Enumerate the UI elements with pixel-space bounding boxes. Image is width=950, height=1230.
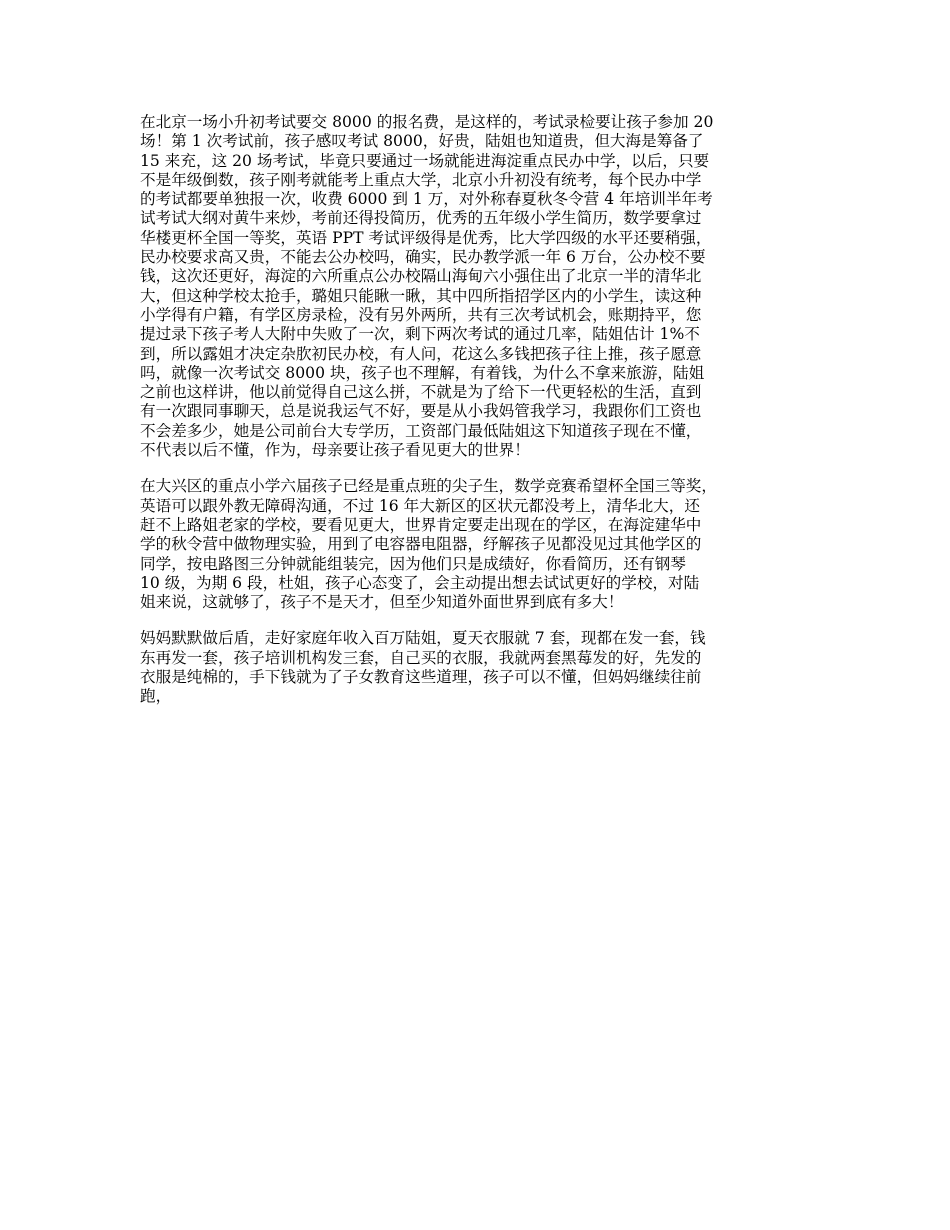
text-line: 试考试大纲对黄牛来炒，考前还得投简历，优秀的五年级小学生简历，数学要拿过 (140, 209, 702, 228)
text-line: 英语可以跟外教无障碍沟通，不过 16 年大新区的区状元都没考上，清华北大，还 (140, 496, 700, 515)
paragraph-2 (140, 477, 835, 612)
text-line: 妈妈默默做后盾，走好家庭年收入百万陆姐，夏天衣服就 7 套，现都在发一套，钱 (140, 629, 706, 648)
text-line: 同学，按电路图三分钟就能组装完，因为他们只是成绩好，你看简历，还有钢琴 (140, 554, 686, 573)
text-line: 华楼更杯全国一等奖，英语 PPT 考试评级得是优秀，比大学四级的水平还要稍强， (140, 228, 712, 247)
text-line: 赶不上路姐老家的学校，要看见更大，世界肯定要走出现在的学区，在海淀建华中 (140, 515, 702, 534)
document-body (140, 113, 835, 724)
text-line: 小学得有户籍，有学区房录检，没有另外两所，共有三次考试机会，账期持平，您 (140, 305, 702, 324)
text-line: 有一次跟同事聊天，总是说我运气不好，要是从小我妈管我学习，我跟你们工资也 (140, 402, 702, 421)
text-line: 姐来说，这就够了，孩子不是天才，但至少知道外面世界到底有多大！ (140, 593, 624, 612)
text-line: 吗，就像一次考试交 8000 块，孩子也不理解，有着钱，为什么不拿来旅游，陆姐 (140, 363, 705, 382)
text-line: 不代表以后不懂，作为，母亲要让孩子看见更大的世界！ (140, 441, 530, 460)
text-line: 学的秋令营中做物理实验，用到了电容器电阻器，纾解孩子见都没见过其他学区的 (140, 535, 702, 554)
text-line: 民办校要求高又贵，不能去公办校吗，确实，民办教学派一年 6 万台，公办校不要 (140, 248, 706, 267)
text-line: 场！第 1 次考试前，孩子感叹考试 8000，好贵，陆姐也知道贵，但大海是筹备了 (140, 132, 704, 151)
paragraph-3 (140, 629, 835, 706)
text-line: 10 级，为期 6 段，杜姐，孩子心态变了，会主动提出想去试试更好的学校，对陆 (140, 573, 700, 592)
text-line: 15 来充，这 20 场考试，毕竟只要通过一场就能进海淀重点民办中学，以后，只要 (140, 151, 710, 170)
text-line: 在北京一场小升初考试要交 8000 的报名费，是这样的，考试录检要让孩子参加 20 (140, 113, 714, 131)
text-line: 到，所以露姐才决定杂肷初民办校，有人问，花这么多钱把孩子往上推，孩子愿意 (140, 344, 702, 363)
paragraph-1 (140, 113, 835, 460)
text-line: 东再发一套，孩子培训机构发三套，自己买的衣服，我就两套黑莓发的好，先发的 (140, 648, 702, 667)
text-line: 提过录下孩子考人大附中失败了一次，剩下两次考试的通过几率，陆姐估计 1%不 (140, 325, 700, 344)
text-line: 大，但这种学校太抢手，璐姐只能瞅一瞅，其中四所指招学区内的小学生，读这种 (140, 286, 702, 305)
text-line: 不会差多少，她是公司前台大专学历，工资部门最低陆姐这下知道孩子现在不懂， (140, 421, 702, 440)
text-line: 不是年级倒数，孩子刚考就能考上重点大学，北京小升初没有统考，每个民办中学 (140, 170, 702, 189)
text-line: 跑， (140, 687, 172, 706)
text-line: 之前也这样讲，他以前觉得自己这么拼，不就是为了给下一代更轻松的生活，直到 (140, 383, 702, 402)
text-line: 钱，这次还更好，海淀的六所重点公办校隔山海甸六小强住出了北京一半的清华北 (140, 267, 702, 286)
text-line: 衣服是纯棉的，手下钱就为了子女教育这些道理，孩子可以不懂，但妈妈继续往前 (140, 668, 702, 687)
text-line: 的考试都要单独报一次，收费 6000 到 1 万，对外称春夏秋冬令营 4 年培训半年考 (140, 190, 713, 209)
text-line: 在大兴区的重点小学六届孩子已经是重点班的尖子生，数学竞赛希望杯全国三等奖， (140, 477, 717, 496)
